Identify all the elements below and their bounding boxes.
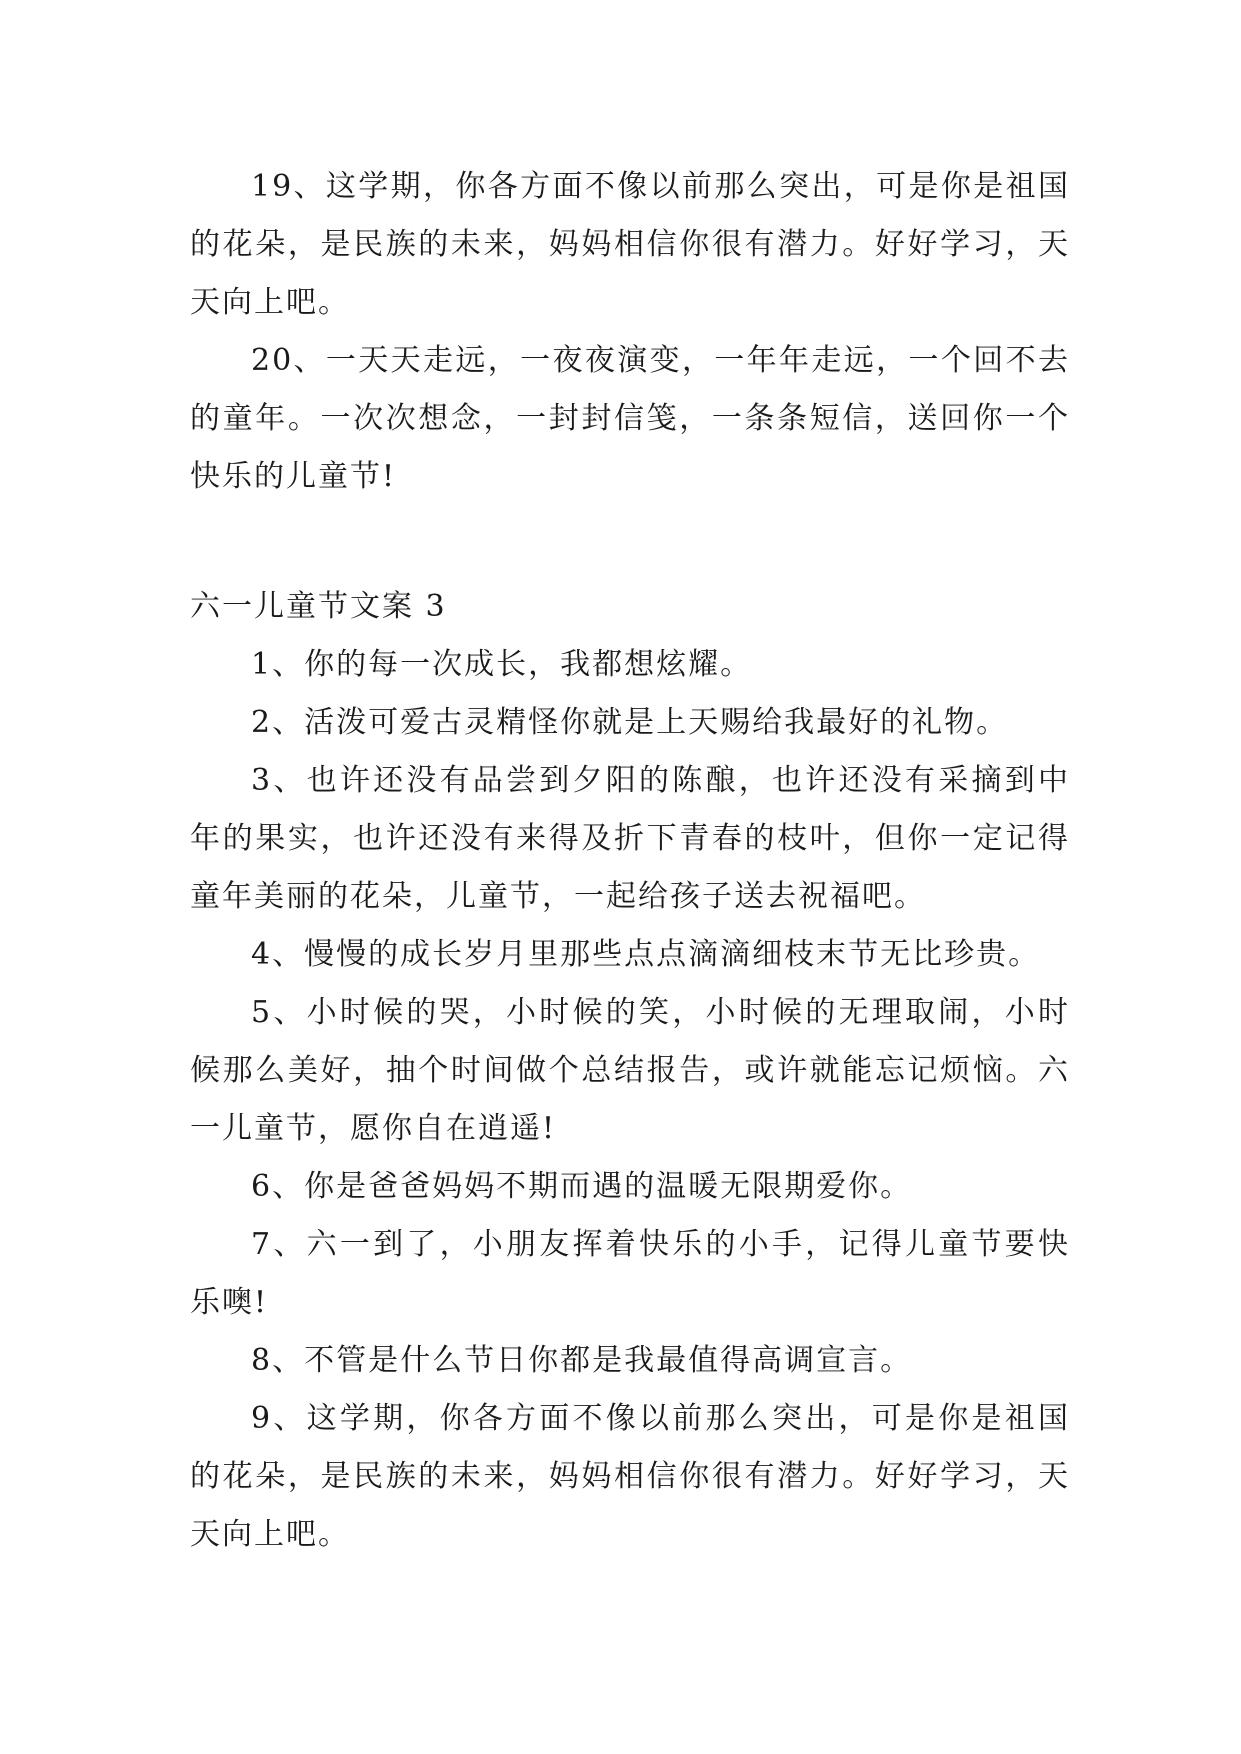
paragraph-19: 19、这学期，你各方面不像以前那么突出，可是你是祖国的花朵，是民族的未来，妈妈相信你很有潜力。好好学习，天天向上吧。: [190, 169, 1070, 320]
paragraph-20: 20、一天天走远，一夜夜演变，一年年走远，一个回不去的童年。一次次想念，一封封信笺，一条条短信，送回你一个快乐的儿童节!: [190, 343, 1070, 494]
document-body: [190, 158, 1070, 1564]
paragraph-2: 2、活泼可爱古灵精怪你就是上天赐给我最好的礼物。: [251, 705, 1009, 740]
paragraph-7: 7、六一到了，小朋友挥着快乐的小手，记得儿童节要快乐噢!: [190, 1227, 1070, 1320]
paragraph-1: 1、你的每一次成长，我都想炫耀。: [251, 647, 753, 682]
paragraph-4: 4、慢慢的成长岁月里那些点点滴滴细枝末节无比珍贵。: [251, 937, 1041, 972]
section-gap: [190, 506, 1070, 578]
paragraph-3: 3、也许还没有品尝到夕阳的陈酿，也许还没有采摘到中年的果实，也许还没有来得及折下青春的枝叶，但你一定记得童年美丽的花朵，儿童节，一起给孩子送去祝福吧。: [190, 763, 1070, 914]
paragraph-5: 5、小时候的哭，小时候的笑，小时候的无理取闹，小时候那么美好，抽个时间做个总结报告，或许就能忘记烦恼。六一儿童节，愿你自在逍遥!: [190, 995, 1070, 1146]
paragraph-8: 8、不管是什么节日你都是我最值得高调宣言。: [251, 1343, 913, 1378]
section-heading: 六一儿童节文案 3: [190, 589, 447, 624]
paragraph-9: 9、这学期，你各方面不像以前那么突出，可是你是祖国的花朵，是民族的未来，妈妈相信你很有潜力。好好学习，天天向上吧。: [190, 1401, 1070, 1552]
paragraph-6: 6、你是爸爸妈妈不期而遇的温暖无限期爱你。: [251, 1169, 913, 1204]
